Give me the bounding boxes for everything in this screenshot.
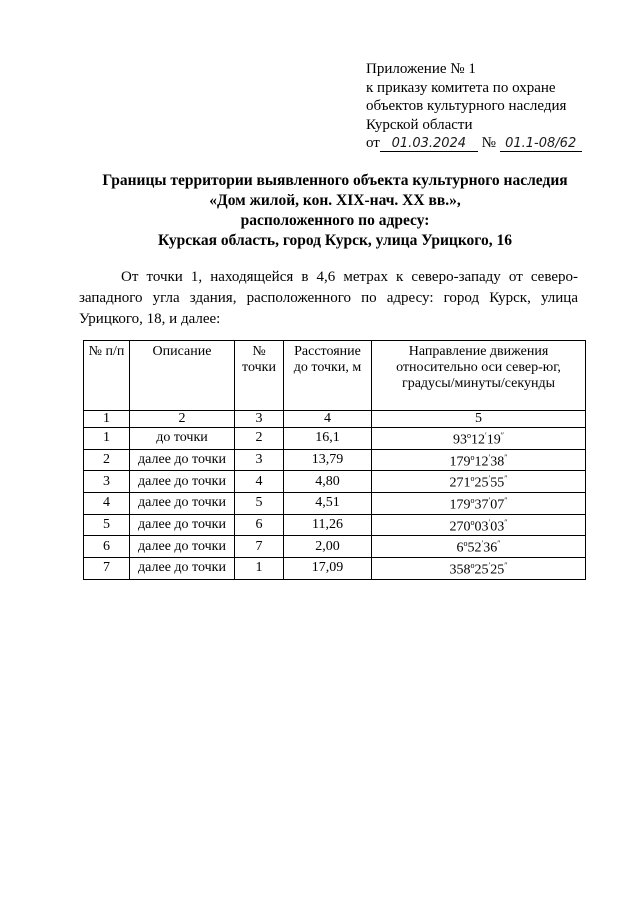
table-row: [84, 557, 586, 579]
second-mark: ″: [504, 452, 508, 462]
appendix-date-number-line: [366, 134, 582, 153]
cell-point: 2: [235, 428, 284, 450]
direction-seconds: 38: [490, 454, 505, 470]
appendix-title: Приложение № 1: [366, 61, 476, 77]
cell-dist: 11,26: [284, 514, 372, 536]
header-cell: Расстояние до точки, м: [284, 341, 372, 411]
table-row: [84, 514, 586, 536]
table-row: [84, 449, 586, 471]
cell-point: 5: [235, 492, 284, 514]
direction-minutes: 25: [474, 562, 489, 578]
column-number-cell: 1: [84, 411, 130, 428]
direction-seconds: 07: [490, 497, 505, 513]
cell-n: 4: [84, 492, 130, 514]
appendix-header: [366, 60, 582, 153]
cell-dist: 16,1: [284, 428, 372, 450]
direction-degrees: 6: [456, 540, 464, 556]
direction-degrees: 270: [449, 519, 471, 535]
degree-mark: o: [470, 517, 475, 527]
direction-seconds: 19: [486, 432, 501, 448]
number-label: №: [481, 135, 496, 151]
cell-n: 7: [84, 557, 130, 579]
title-line-1: Границы территории выявленного объекта культурного наследия: [102, 172, 568, 189]
degree-mark: o: [470, 495, 475, 505]
minute-mark: ′: [488, 495, 491, 505]
degree-mark: o: [463, 539, 468, 549]
cell-desc: до точки: [130, 428, 235, 450]
header-cell: Направление движения относительно оси север-юг, градусы/минуты/секунды: [372, 341, 586, 411]
direction-minutes: 12: [474, 454, 489, 470]
cell-direction: [372, 557, 586, 579]
table-row: [84, 428, 586, 450]
from-label: от: [366, 135, 380, 151]
second-mark: ″: [504, 560, 508, 570]
cell-n: 6: [84, 536, 130, 558]
direction-seconds: 03: [490, 519, 505, 535]
cell-direction: [372, 449, 586, 471]
column-number-cell: 3: [235, 411, 284, 428]
direction-degrees: 93: [452, 432, 467, 448]
cell-n: 5: [84, 514, 130, 536]
cell-dist: 4,51: [284, 492, 372, 514]
cell-n: 1: [84, 428, 130, 450]
header-cell: № точки: [235, 341, 284, 411]
minute-mark: ′: [488, 517, 491, 527]
title-line-2: «Дом жилой, кон. XIX-нач. XX вв.»,: [209, 192, 461, 209]
cell-desc: далее до точки: [130, 536, 235, 558]
table-row: [84, 492, 586, 514]
second-mark: ″: [504, 474, 508, 484]
cell-direction: [372, 471, 586, 493]
direction-degrees: 358: [449, 562, 471, 578]
direction-degrees: 179: [449, 497, 471, 513]
column-number-cell: 4: [284, 411, 372, 428]
direction-minutes: 12: [470, 432, 485, 448]
direction-seconds: 55: [490, 475, 505, 491]
column-number-cell: 5: [372, 411, 586, 428]
cell-desc: далее до точки: [130, 557, 235, 579]
direction-minutes: 03: [474, 519, 489, 535]
cell-point: 6: [235, 514, 284, 536]
cell-direction: [372, 428, 586, 450]
cell-desc: далее до точки: [130, 449, 235, 471]
cell-desc: далее до точки: [130, 471, 235, 493]
cell-point: 7: [235, 536, 284, 558]
cell-point: 4: [235, 471, 284, 493]
title-line-4: Курская область, город Курск, улица Урицкого, 16: [158, 232, 512, 249]
cell-n: 2: [84, 449, 130, 471]
direction-minutes: 25: [474, 475, 489, 491]
cell-desc: далее до точки: [130, 492, 235, 514]
header-cell: № п/п: [84, 341, 130, 411]
handwritten-date: 01.03.2024: [380, 137, 478, 152]
cell-point: 1: [235, 557, 284, 579]
cell-dist: 17,09: [284, 557, 372, 579]
cell-dist: 13,79: [284, 449, 372, 471]
second-mark: ″: [500, 431, 505, 440]
direction-degrees: 271: [449, 475, 471, 491]
appendix-region-line: Курской области: [366, 116, 473, 133]
direction-minutes: 37: [474, 497, 489, 513]
cell-direction: [372, 514, 586, 536]
minute-mark: ′: [488, 452, 491, 462]
direction-seconds: 36: [483, 540, 498, 556]
cell-desc: далее до точки: [130, 514, 235, 536]
appendix-order-line: к приказу комитета по охране: [366, 79, 556, 96]
column-number-row: [84, 411, 586, 428]
direction-minutes: 52: [467, 540, 482, 556]
direction-seconds: 25: [490, 562, 505, 578]
minute-mark: ′: [481, 539, 484, 549]
table-row: [84, 471, 586, 493]
handwritten-number: 01.1-08/62: [500, 137, 582, 152]
cell-point: 3: [235, 449, 284, 471]
title-line-3: расположенного по адресу:: [240, 212, 430, 229]
cell-direction: [372, 536, 586, 558]
table-row: [84, 536, 586, 558]
direction-degrees: 179: [449, 454, 471, 470]
second-mark: ″: [504, 517, 508, 527]
minute-mark: ′: [484, 431, 487, 440]
header-cell: Описание: [130, 341, 235, 411]
boundary-points-table: [83, 340, 586, 580]
intro-paragraph: От точки 1, находящейся в 4,6 метрах к северо-западу от северо-западного угла здания, расположенного по адресу: город Курск, улица Урицкого, 18, и далее:: [79, 269, 578, 327]
degree-mark: o: [470, 474, 475, 484]
table-header-row: [84, 341, 586, 411]
second-mark: ″: [497, 539, 501, 549]
degree-mark: o: [470, 560, 475, 570]
appendix-committee-line: объектов культурного наследия: [366, 98, 567, 114]
degree-mark: o: [466, 431, 471, 440]
cell-direction: [372, 492, 586, 514]
cell-dist: 4,80: [284, 471, 372, 493]
document-title: [60, 171, 610, 251]
minute-mark: ′: [488, 560, 491, 570]
cell-n: 3: [84, 471, 130, 493]
cell-dist: 2,00: [284, 536, 372, 558]
degree-mark: o: [470, 452, 475, 462]
minute-mark: ′: [488, 474, 491, 484]
second-mark: ″: [504, 495, 508, 505]
column-number-cell: 2: [130, 411, 235, 428]
